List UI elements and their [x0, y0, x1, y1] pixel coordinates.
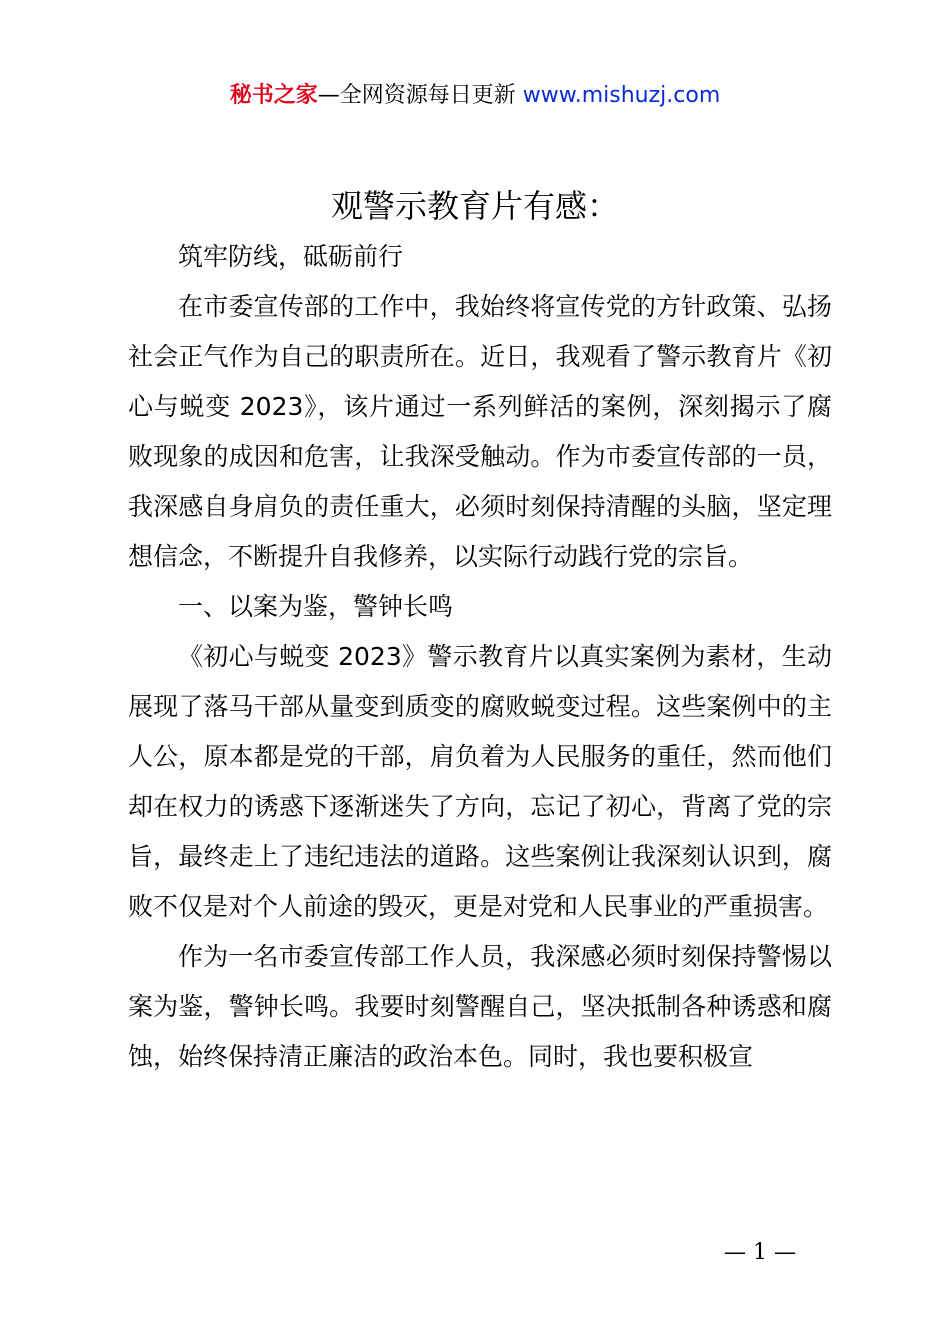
site-url-link[interactable]: www.mishuzj.com — [522, 83, 721, 108]
body-paragraph: 《初心与蜕变 2023》警示教育片以真实案例为素材，生动展现了落马干部从量变到质变的腐败蜕变过程。这些案例中的主人公，原本都是党的干部，肩负着为人民服务的重任，然而他们却在权力的诱惑下逐渐迷失了方向，忘记了初心，背离了党的宗旨，最终走上了违纪违法的道路。这些案例让我深刻认识到，腐败不仅是对个人前途的毁灭，更是对党和人民事业的严重损害。 — [128, 642, 832, 921]
document-body — [128, 232, 832, 1082]
section-heading: 一、以案为鉴，警钟长鸣 — [178, 592, 454, 621]
subtitle-paragraph: 筑牢防线，砥砺前行 — [178, 242, 404, 271]
header-tagline: —全网资源每日更新 — [317, 83, 516, 108]
body-paragraph: 在市委宣传部的工作中，我始终将宣传党的方针政策、弘扬社会正气作为自己的职责所在。近日，我观看了警示教育片《初心与蜕变 2023》，该片通过一系列鲜活的案例，深刻揭示了腐败现象的成因和危害，让我深受触动。作为市委宣传部的一员，我深感自身肩负的责任重大，必须时刻保持清醒的头脑，坚定理想信念，不断提升自我修养，以实际行动践行党的宗旨。 — [128, 292, 832, 571]
site-header — [0, 80, 950, 112]
body-paragraph: 作为一名市委宣传部工作人员，我深感必须时刻保持警惕以案为鉴，警钟长鸣。我要时刻警醒自己，坚决抵制各种诱惑和腐蚀，始终保持清正廉洁的政治本色。同时，我也要积极宣 — [128, 942, 832, 1071]
page-number: — 1 — — [724, 1240, 796, 1265]
brand-name: 秘书之家 — [229, 83, 318, 108]
document-title: 观警示教育片有感： — [330, 187, 619, 225]
